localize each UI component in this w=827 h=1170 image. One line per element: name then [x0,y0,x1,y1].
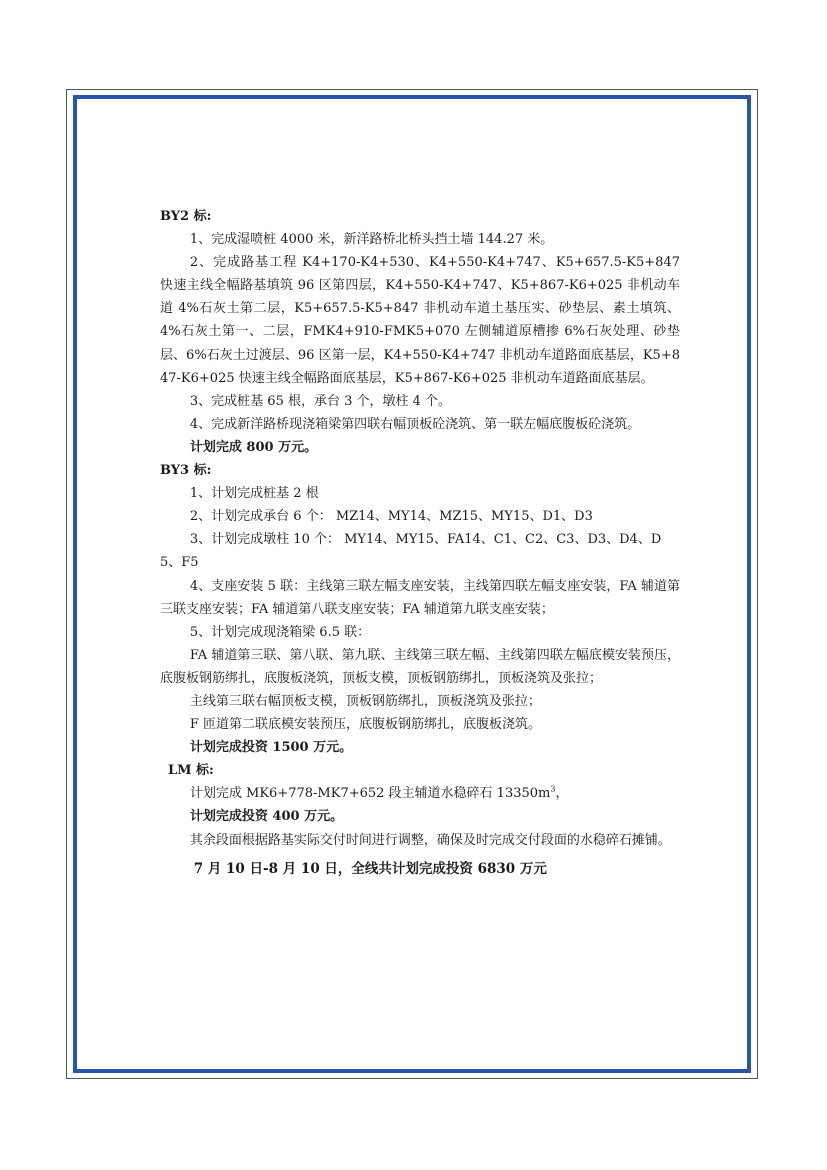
by3-sub-item-2: 主线第三联右幅顶板支模，顶板钢筋绑扎，顶板浇筑及张拉； [189,693,541,709]
lm-item [160,782,680,805]
section-title-lm: LM 标: [168,763,214,779]
section-title-by3: BY3 标: [160,463,212,479]
by2-plan: 计划完成 800 万元。 [189,439,318,455]
lm-item-end: ， [555,786,569,802]
section-title-by2: BY2 标: [160,209,212,224]
by3-item-3: 3、计划完成墩柱 10 个： MY14、MY15、FA14、C1、C2、C3、D3、D4、D5、F5 [160,532,662,571]
by2-item-4: 4、完成新洋路桥现浇箱梁第四联右幅顶板砼浇筑、第一联左幅底腹板砼浇筑。 [189,416,641,432]
by3-item-2: 2、计划完成承台 6 个： MZ14、MY14、MZ15、MY15、D1、D3 [189,509,593,525]
by2-item-2: 2、完成路基工程 K4+170-K4+530、K4+550-K4+747、K5+657.5-K5+847 快速主线全幅路基填筑 96 区第四层，K4+550-K4+747、K5+867-K6+025 非机动车道 4%石灰土第二层，K5+657.5-K5+847 非机动车道土基压实、砂垫层、素土填筑、4%石灰土第一、二层，FMK4+910-FMK5+070 左侧辅道原槽掺 6%石灰处理、砂垫层、6%石灰土过渡层、96 区第一层，K4+550-K4+747 非机动车道路面底基层，K5+847-K6+025 快速主线全幅路面底基层，K5+867-K6+025 非机动车道路面底基层。 [160,255,680,386]
lm-plan: 计划完成投资 400 万元。 [189,809,344,825]
by3-item-4: 4、支座安装 5 联：主线第三联左幅支座安装，主线第四联左幅支座安装，FA 辅道第三联支座安装；FA 辅道第八联支座安装；FA 辅道第九联支座安装； [160,578,680,617]
summary-total: 7 月 10 日-8 月 10 日，全线共计划完成投资 6830 万元 [193,860,547,877]
lm-item-text: 计划完成 MK6+778-MK7+652 段主辅道水稳碎石 13350m [189,786,551,802]
by2-item-3: 3、完成桩基 65 根，承台 3 个，墩柱 4 个。 [189,393,452,409]
lm-item-superscript: 3 [550,785,556,795]
lm-note: 其余段面根据路基实际交付时间进行调整，确保及时完成交付段面的水稳碎石摊铺。 [189,832,671,848]
document-body [160,205,680,881]
by3-sub-item-3: F 匝道第二联底模安装预压，底腹板钢筋绑扎，底腹板浇筑。 [189,717,542,733]
by2-item-1: 1、完成湿喷桩 4000 米，新洋路桥北桥头挡土墙 144.27 米。 [189,232,554,248]
by3-item-1: 1、计划完成桩基 2 根 [189,486,319,502]
by3-sub-item-1: FA 辅道第三联、第八联、第九联、主线第三联左幅、主线第四联左幅底模安装预压，底腹板钢筋绑扎，底腹板浇筑，顶板支模，顶板钢筋绑扎，顶板浇筑及张拉； [160,647,680,686]
by3-item-5: 5、计划完成现浇箱梁 6.5 联： [189,624,371,640]
by3-plan: 计划完成投资 1500 万元。 [189,740,353,756]
